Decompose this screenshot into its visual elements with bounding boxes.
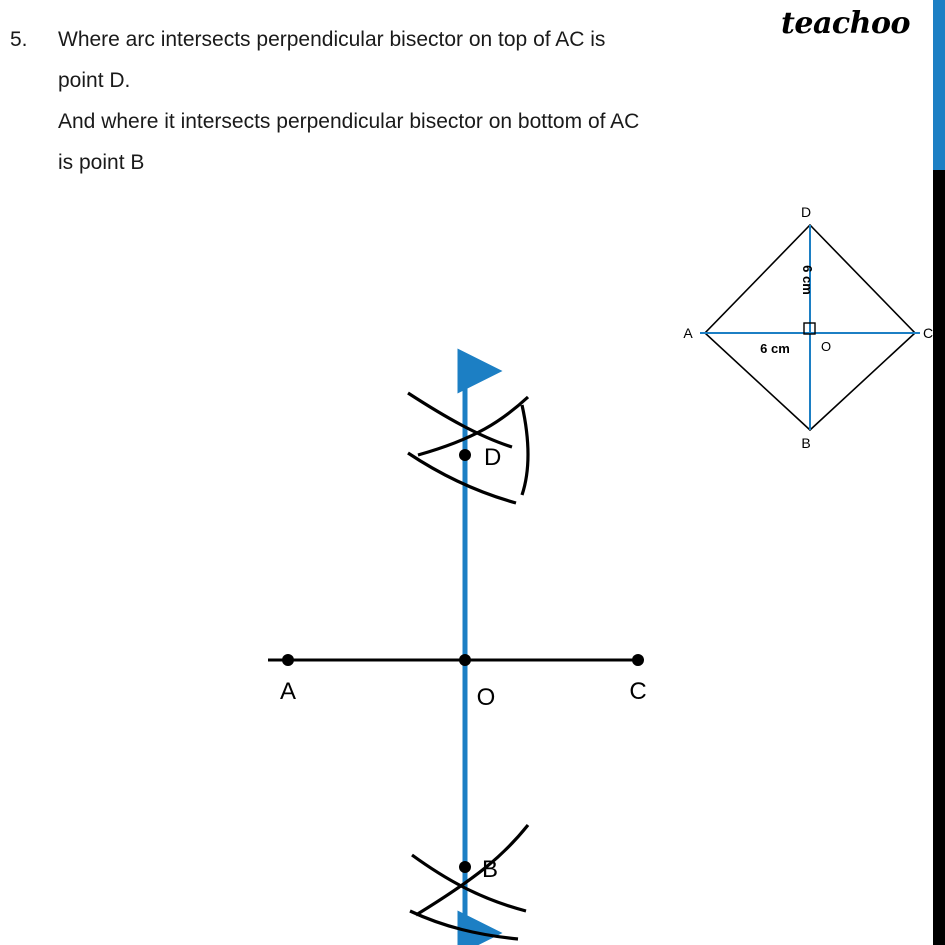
rhombus-measure-horizontal: 6 cm bbox=[760, 341, 790, 356]
rhombus-label-o: O bbox=[821, 339, 832, 354]
step-body bbox=[58, 20, 900, 184]
rhombus-label-d: D bbox=[800, 204, 812, 220]
step-number: 5. bbox=[10, 28, 28, 51]
construction-label-b: B bbox=[482, 856, 499, 883]
rhombus-label-c: C bbox=[922, 325, 934, 341]
arc-top-right-curve bbox=[522, 405, 528, 495]
right-edge-blue-bar bbox=[933, 0, 945, 170]
construction-label-c: C bbox=[629, 678, 647, 705]
point-b-dot bbox=[459, 861, 471, 873]
step-line-2: point D. bbox=[58, 68, 131, 92]
rhombus-reference-figure bbox=[680, 205, 935, 450]
construction-label-d: D bbox=[484, 444, 502, 471]
point-a-dot bbox=[282, 654, 294, 666]
step-text-block bbox=[10, 20, 900, 184]
rhombus-svg bbox=[680, 205, 935, 450]
teachoo-watermark: teachoo bbox=[781, 6, 910, 41]
construction-label-o: O bbox=[476, 684, 496, 711]
point-o-dot bbox=[459, 654, 471, 666]
rhombus-label-a: A bbox=[683, 325, 693, 341]
point-d-dot bbox=[459, 449, 471, 461]
rhombus-label-b: B bbox=[801, 435, 811, 451]
construction-figure bbox=[230, 355, 700, 945]
rhombus-measure-vertical: 6 cm bbox=[800, 265, 815, 295]
point-c-dot bbox=[632, 654, 644, 666]
step-line-3: And where it intersects perpendicular bisector on bottom of AC bbox=[58, 109, 640, 133]
construction-label-a: A bbox=[279, 678, 297, 705]
step-line-4: is point B bbox=[58, 150, 145, 174]
construction-svg bbox=[230, 355, 700, 945]
step-line-1: Where arc intersects perpendicular bisector on top of AC is bbox=[58, 28, 606, 51]
